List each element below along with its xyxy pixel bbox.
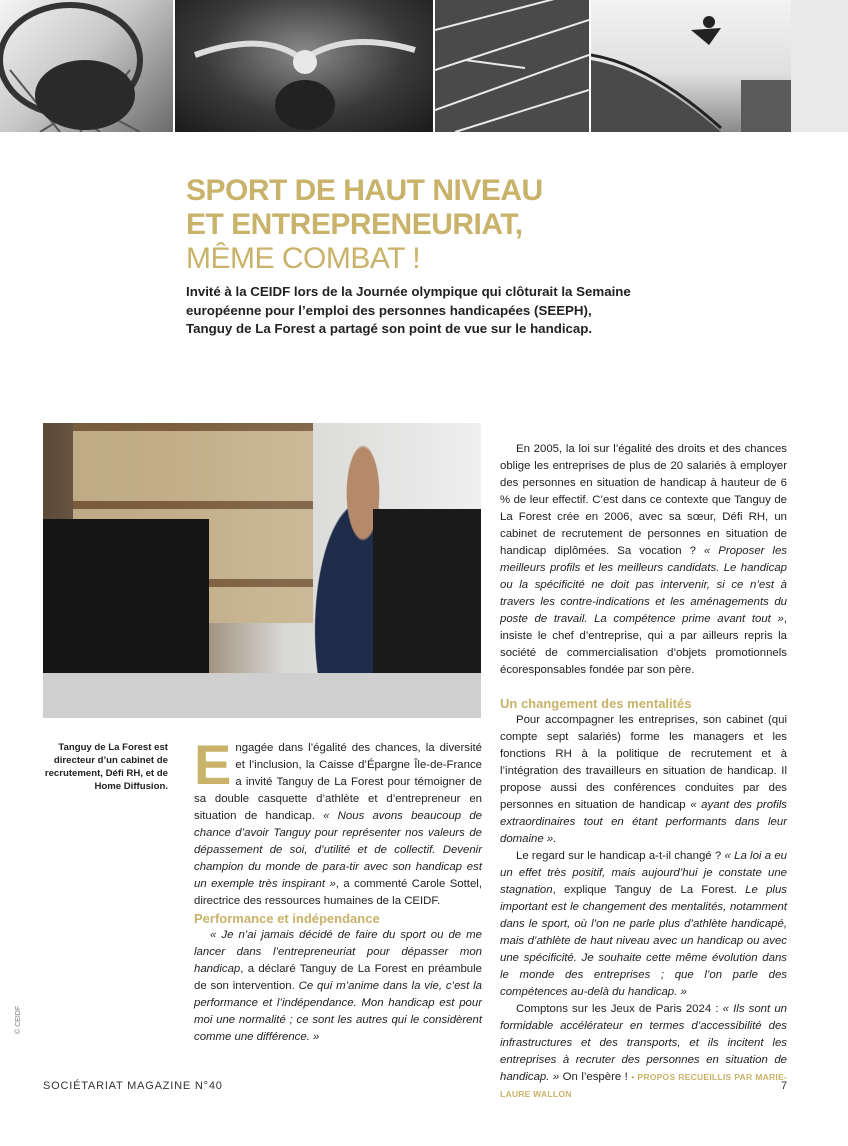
subheading-performance: Performance et indépendance [194, 911, 380, 926]
quote: « Je n’ai jamais décidé de faire du sport ou de me lancer dans l’entrepreneuriat pour dépasser mon handicap [194, 929, 482, 975]
monitor-left [43, 519, 209, 689]
text-run: , insiste le chef d’entreprise, qui a par ailleurs repris la société de commercialisation d’objets promotionnels écoresponsables fondée par son père. [500, 613, 787, 676]
title-line-1: SPORT DE HAUT NIVEAU [186, 174, 543, 207]
desk [43, 673, 481, 718]
col2-paragraph-4 [500, 1001, 787, 1103]
quote: « ayant des profils extraordinaires tout en étant performants dans leur domaine ». [500, 799, 787, 845]
dropcap: E [194, 733, 232, 796]
text-run: ngagée dans l’égalité des chances, la diversité et l’inclusion, la Caisse d’Épargne Île-de-France a invité Tanguy de La Forest pour témoigner de sa double casquette d’athlète et d’entrepreneur en situation de handicap. [194, 742, 482, 822]
photo-copyright: © CEIDF [15, 1005, 22, 1034]
text-run: Le regard sur le handicap a-t-il changé ? [516, 850, 725, 862]
article-lead: Invité à la CEIDF lors de la Journée olympique qui clôturait la Semaine européenne pour l’emploi des personnes handicapées (SEEPH), Tanguy de La Forest a partagé son point de vue sur le handicap. [186, 284, 631, 336]
text-run: Comptons sur les Jeux de Paris 2024 : [516, 1003, 723, 1015]
article-title [186, 174, 666, 276]
swimmer-photo [175, 0, 433, 132]
title-line-3: MÊME COMBAT ! [186, 242, 421, 275]
column-1 [194, 733, 483, 1046]
photo-banner [0, 0, 848, 132]
text-run: , a commenté Carole Sottel, directrice des ressources humaines de la CEIDF. [194, 878, 483, 907]
photo-caption: Tanguy de La Forest est directeur d’un cabinet de recrutement, Défi RH, et de Home Diffusion. [44, 742, 168, 792]
col2-paragraph-1 [500, 441, 787, 679]
monitor-right [373, 509, 481, 699]
title-line-2: ET ENTREPRENEURIAT, [186, 208, 523, 241]
subheading-mentalites: Un changement des mentalités [500, 696, 692, 711]
skateboard-ramp-photo [591, 0, 791, 132]
quote: Le plus important est le changement des mentalités, notamment dans le sport, où l’on ne parle plus d’athlète handicapé, mais d’athlète de haut niveau avec un handicap ou avec une spécificité. Je souhaite cette même évolution dans le monde des entreprises ; que l’on parle des compétences au-delà du handicap. » [500, 884, 787, 998]
col2-paragraph-2 [500, 712, 787, 848]
text-run: En 2005, la loi sur l’égalité des droits et des chances oblige les entreprises de plus de 20 salariés à employer des personnes en situation de handicap à hauteur de 6 % de leur effectif. C’est dans ce contexte que Tanguy de La Forest crée en 2006, avec sa sœur, Défi RH, un cabinet de recrutement de personnes en situation de handicap diplômées. Sa vocation ? [500, 443, 787, 557]
basketball-net-photo [0, 0, 173, 132]
running-track-photo [435, 0, 589, 132]
text-run: Pour accompagner les entreprises, son cabinet (qui compte sept salariés) forme les managers et les fonctions RH à la politique de recrutement et à l’intégration des travailleurs en situation de handicap. Il propose aussi des conférences conduites par des personnes en situation de handicap [500, 714, 787, 811]
quote: « Nous avons beaucoup de chance d’avoir Tanguy pour représenter nos valeurs de dépassement de soi, d’utilité et de collectif. Devenir champion du monde de para-tir avec son handicap est un exemple très inspirant » [194, 810, 482, 890]
col1-paragraph-2 [194, 927, 482, 1046]
quote: « La loi a eu un effet très positif, mais aujourd’hui je constate une stagnation [500, 850, 787, 896]
author-credit: • PROPOS RECUEILLIS PAR MARIE-LAURE WALLON [500, 1072, 787, 1099]
magazine-name: SOCIÉTARIAT MAGAZINE N°40 [43, 1080, 223, 1092]
text-run: , a déclaré Tanguy de La Forest en préambule de son intervention. [194, 963, 482, 992]
text-run: On l’espère ! [559, 1071, 632, 1083]
page-number: 7 [781, 1080, 788, 1092]
quote: « Proposer les meilleurs profils et les meilleurs candidats. Le handicap ou la spécificité ne doit pas intervenir, si ce n’est à travers les contre-indications et les aménagements du poste de travail. La compétence prime avant tout » [500, 545, 787, 625]
col2-paragraph-3 [500, 848, 787, 1001]
quote: « Ils sont un formidable accélérateur en termes d’accessibilité des infrastructures et des transports, et ils incitent les entreprises à recruter des personnes en situation de handicap. » [500, 1003, 787, 1083]
banner-blank [791, 0, 848, 132]
office-portrait-photo [43, 423, 481, 718]
quote: Ce qui m’anime dans la vie, c’est la performance et l’indépendance. Mon handicap est pour moi une normalité ; ce sont les autres qui le considèrent comme une différence. » [194, 980, 482, 1043]
text-run: , explique Tanguy de La Forest. [552, 884, 746, 896]
column-2 [500, 441, 787, 1103]
col1-paragraph-1 [194, 733, 483, 910]
